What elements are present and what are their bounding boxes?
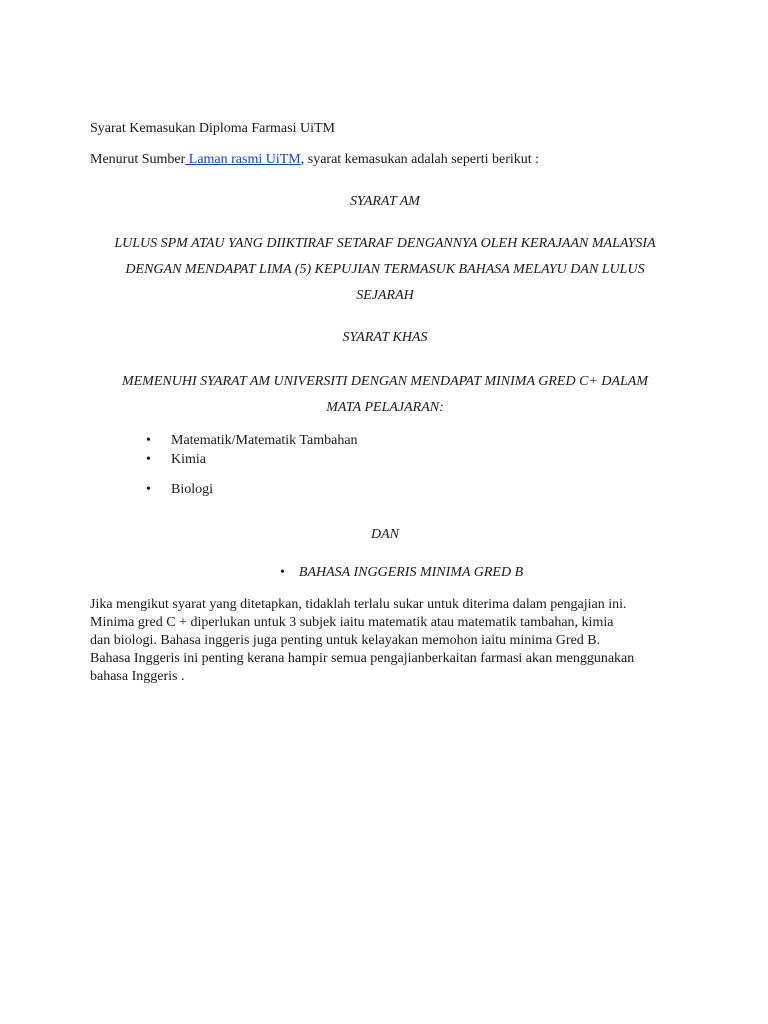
intro-prefix: Menurut Sumber bbox=[90, 152, 186, 167]
syarat-khas-line: MATA PELAJARAN: bbox=[326, 400, 444, 415]
syarat-am-line: SEJARAH bbox=[356, 288, 414, 303]
subject-label: Biologi bbox=[171, 482, 214, 497]
bahasa-inggeris-item bbox=[280, 564, 523, 582]
list-item bbox=[90, 451, 680, 481]
paragraph-line: bahasa Inggeris . bbox=[90, 669, 185, 684]
paragraph-line: Minima gred C + diperlukan untuk 3 subjek iaitu matematik atau matematik tambahan, kimia bbox=[90, 615, 614, 630]
syarat-am-line: LULUS SPM ATAU YANG DIIKTIRAF SETARAF DENGANNYA OLEH KERAJAAN MALAYSIA bbox=[114, 236, 656, 251]
syarat-am-line: DENGAN MENDAPAT LIMA (5) KEPUJIAN TERMASUK BAHASA MELAYU DAN LULUS bbox=[125, 262, 645, 277]
laman-rasmi-uitm-link[interactable]: Laman rasmi UiTM bbox=[185, 152, 301, 167]
subject-label: Kimia bbox=[171, 452, 206, 467]
syarat-khas-text bbox=[90, 369, 680, 421]
bullet-icon: • bbox=[280, 565, 285, 580]
syarat-khas-line: MEMENUHI SYARAT AM UNIVERSITI DENGAN MENDAPAT MINIMA GRED C+ DALAM bbox=[121, 374, 649, 389]
intro-suffix: , syarat kemasukan adalah seperti berikut : bbox=[300, 152, 540, 167]
subject-list bbox=[90, 432, 680, 499]
syarat-am-heading: SYARAT AM bbox=[350, 194, 420, 209]
list-item bbox=[90, 432, 680, 451]
bullet-icon: • bbox=[146, 452, 151, 467]
list-item bbox=[90, 481, 680, 499]
syarat-am-text bbox=[90, 231, 680, 309]
intro-line bbox=[90, 151, 539, 169]
paragraph-line: Jika mengikut syarat yang ditetapkan, tidaklah terlalu sukar untuk diterima dalam pengajian ini. bbox=[90, 597, 627, 612]
subject-label: Matematik/Matematik Tambahan bbox=[171, 433, 358, 448]
paragraph-line: Bahasa Inggeris ini penting kerana hampir semua pengajianberkaitan farmasi akan menggunakan bbox=[90, 651, 635, 666]
paragraph-line: dan biologi. Bahasa inggeris juga penting untuk kelayakan memohon iaitu minima Gred B. bbox=[90, 633, 601, 648]
summary-paragraph bbox=[90, 596, 680, 686]
syarat-khas-heading: SYARAT KHAS bbox=[342, 330, 428, 345]
bahasa-inggeris-label: BAHASA INGGERIS MINIMA GRED B bbox=[298, 565, 524, 580]
dan-heading: DAN bbox=[371, 527, 399, 542]
bullet-icon: • bbox=[146, 482, 151, 497]
bullet-icon: • bbox=[146, 433, 151, 448]
document-title: Syarat Kemasukan Diploma Farmasi UiTM bbox=[90, 121, 335, 136]
